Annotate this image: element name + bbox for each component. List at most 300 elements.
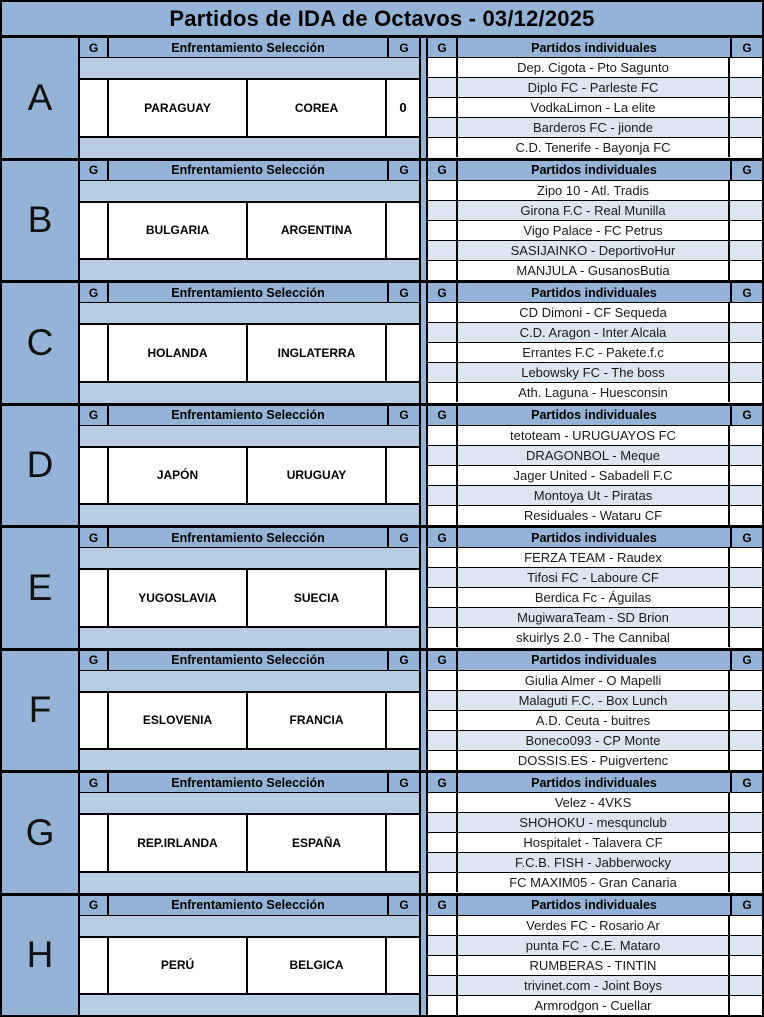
- match-score-right-cell[interactable]: [730, 833, 762, 852]
- group-letter: A: [2, 38, 80, 158]
- match-score-left-cell[interactable]: [428, 813, 458, 832]
- table-separator: [419, 528, 428, 648]
- goals-header-left: G: [80, 773, 109, 792]
- goals-header-right: G: [730, 38, 762, 57]
- match-label: F.C.B. FISH - Jabberwocky: [458, 853, 730, 872]
- selection-header-row: [80, 896, 419, 916]
- match-score-right-cell[interactable]: [730, 853, 762, 872]
- match-row: [428, 628, 762, 647]
- match-score-left-cell[interactable]: [428, 691, 458, 710]
- team-matchup-row: [80, 201, 419, 261]
- match-score-right-cell[interactable]: [730, 956, 762, 975]
- match-label: Vigo Palace - FC Petrus: [458, 221, 730, 240]
- match-score-left-cell[interactable]: [428, 118, 458, 137]
- selection-table: [80, 896, 419, 1016]
- group-letter: H: [2, 896, 80, 1016]
- match-row: [428, 138, 762, 157]
- individual-matches-header: Partidos individuales: [531, 40, 657, 55]
- match-score-right-cell[interactable]: [730, 976, 762, 995]
- spacer-row-bottom: [80, 750, 419, 770]
- group-block: [2, 283, 762, 406]
- home-score-cell[interactable]: [80, 203, 109, 259]
- match-row: [428, 323, 762, 343]
- spacer-row-top: [80, 303, 419, 323]
- goals-header-left: G: [80, 283, 109, 302]
- match-score-right-cell[interactable]: [730, 486, 762, 505]
- match-row: [428, 936, 762, 956]
- away-score-cell[interactable]: [387, 448, 419, 504]
- match-score-right-cell[interactable]: [730, 58, 762, 77]
- spacer-row-top: [80, 426, 419, 446]
- match-label: Hospitalet - Talavera CF: [458, 833, 730, 852]
- match-label: Errantes F.C - Pakete.f.c: [458, 343, 730, 362]
- goals-header-right: G: [387, 773, 419, 792]
- match-score-left-cell[interactable]: [428, 58, 458, 77]
- match-score-left-cell[interactable]: [428, 426, 458, 445]
- individual-header-row: [428, 528, 762, 548]
- individual-header-row: [428, 161, 762, 181]
- match-row: [428, 303, 762, 323]
- match-score-left-cell[interactable]: [428, 873, 458, 892]
- home-team: HOLANDA: [109, 325, 248, 381]
- match-score-left-cell[interactable]: [428, 833, 458, 852]
- spacer-row-top: [80, 58, 419, 78]
- match-score-left-cell[interactable]: [428, 261, 458, 280]
- spacer-row-top: [80, 181, 419, 201]
- match-score-left-cell[interactable]: [428, 446, 458, 465]
- spacer-row-bottom: [80, 260, 419, 280]
- match-score-left-cell[interactable]: [428, 221, 458, 240]
- away-score-cell[interactable]: [387, 693, 419, 749]
- home-team: BULGARIA: [109, 203, 248, 259]
- selection-table: [80, 161, 419, 281]
- match-label: Berdica Fc - Águilas: [458, 588, 730, 607]
- match-score-left-cell[interactable]: [428, 201, 458, 220]
- away-team: COREA: [248, 80, 387, 136]
- away-team: FRANCIA: [248, 693, 387, 749]
- match-score-right-cell[interactable]: [730, 731, 762, 750]
- spacer-row-bottom: [80, 628, 419, 648]
- groups: [2, 38, 762, 1015]
- match-score-left-cell[interactable]: [428, 343, 458, 362]
- home-team: JAPÓN: [109, 448, 248, 504]
- match-row: [428, 833, 762, 853]
- match-score-left-cell[interactable]: [428, 608, 458, 627]
- home-team: YUGOSLAVIA: [109, 570, 248, 626]
- team-matchup-row: [80, 936, 419, 996]
- group-block: [2, 161, 762, 284]
- spacer-row-top: [80, 916, 419, 936]
- match-label: Ath. Laguna - Huesconsin: [458, 383, 730, 402]
- match-score-right-cell[interactable]: [730, 936, 762, 955]
- selection-header-row: [80, 283, 419, 303]
- match-row: [428, 221, 762, 241]
- individual-matches-table: [428, 896, 762, 1016]
- goals-header-left: G: [80, 161, 109, 180]
- match-rows: [428, 58, 762, 158]
- match-label: Tifosi FC - Laboure CF: [458, 568, 730, 587]
- match-score-right-cell[interactable]: [730, 873, 762, 892]
- match-score-left-cell[interactable]: [428, 383, 458, 402]
- match-row: [428, 711, 762, 731]
- goals-header-right: G: [730, 528, 762, 547]
- match-row: [428, 201, 762, 221]
- away-team: INGLATERRA: [248, 325, 387, 381]
- match-score-right-cell[interactable]: [730, 261, 762, 280]
- selection-table: [80, 651, 419, 771]
- match-label: A.D. Ceuta - buitres: [458, 711, 730, 730]
- goals-header-left: G: [428, 651, 458, 670]
- selection-header: Enfrentamiento Selección: [171, 163, 325, 177]
- individual-header-row: [428, 406, 762, 426]
- match-label: C.D. Aragon - Inter Alcala: [458, 323, 730, 342]
- group-block: [2, 406, 762, 529]
- away-team: URUGUAY: [248, 448, 387, 504]
- match-score-left-cell[interactable]: [428, 323, 458, 342]
- match-score-right-cell[interactable]: [730, 466, 762, 485]
- team-matchup-row: [80, 323, 419, 383]
- goals-header-right: G: [730, 651, 762, 670]
- home-score-cell[interactable]: [80, 80, 109, 136]
- match-rows: [428, 671, 762, 771]
- individual-matches-header: Partidos individuales: [531, 285, 657, 300]
- match-label: Malaguti F.C. - Box Lunch: [458, 691, 730, 710]
- match-score-left-cell[interactable]: [428, 486, 458, 505]
- match-label: Verdes FC - Rosario Ar: [458, 916, 730, 935]
- match-score-right-cell[interactable]: [730, 323, 762, 342]
- individual-header-row: [428, 773, 762, 793]
- match-label: Lebowsky FC - The boss: [458, 363, 730, 382]
- team-matchup-row: [80, 446, 419, 506]
- selection-table: [80, 528, 419, 648]
- away-score-cell[interactable]: [387, 938, 419, 994]
- team-matchup-row: [80, 568, 419, 628]
- match-row: [428, 426, 762, 446]
- goals-header-right: G: [387, 283, 419, 302]
- group-block: [2, 773, 762, 896]
- spacer-row-bottom: [80, 383, 419, 403]
- match-score-right-cell[interactable]: [730, 691, 762, 710]
- team-matchup-row: [80, 78, 419, 138]
- match-score-right-cell[interactable]: [730, 628, 762, 647]
- selection-header: Enfrentamiento Selección: [171, 408, 325, 422]
- individual-header-row: [428, 283, 762, 303]
- selection-header-row: [80, 528, 419, 548]
- match-score-right-cell[interactable]: [730, 426, 762, 445]
- match-score-left-cell[interactable]: [428, 956, 458, 975]
- match-score-left-cell[interactable]: [428, 996, 458, 1015]
- individual-header-row: [428, 896, 762, 916]
- table-separator: [419, 283, 428, 403]
- match-score-right-cell[interactable]: [730, 506, 762, 525]
- individual-matches-header: Partidos individuales: [531, 775, 657, 790]
- match-row: [428, 446, 762, 466]
- match-rows: [428, 426, 762, 526]
- match-label: Residuales - Wataru CF: [458, 506, 730, 525]
- away-score-cell[interactable]: 0: [399, 100, 407, 116]
- match-label: MugiwaraTeam - SD Brion: [458, 608, 730, 627]
- match-score-left-cell[interactable]: [428, 671, 458, 690]
- individual-header-row: [428, 38, 762, 58]
- match-label: SHOHOKU - mesqunclub: [458, 813, 730, 832]
- match-score-right-cell[interactable]: [730, 363, 762, 382]
- match-label: skuirlys 2.0 - The Cannibal: [458, 628, 730, 647]
- match-score-right-cell[interactable]: [730, 588, 762, 607]
- selection-header: Enfrentamiento Selección: [171, 285, 325, 300]
- goals-header-left: G: [428, 38, 458, 57]
- match-score-left-cell[interactable]: [428, 793, 458, 812]
- match-score-left-cell[interactable]: [428, 628, 458, 647]
- match-label: SASIJAINKO - DeportivoHur: [458, 241, 730, 260]
- spacer-row-bottom: [80, 505, 419, 525]
- individual-matches-header: Partidos individuales: [531, 653, 657, 667]
- match-row: [428, 873, 762, 892]
- goals-header-left: G: [428, 406, 458, 425]
- match-row: [428, 466, 762, 486]
- table-separator: [419, 896, 428, 1016]
- match-score-left-cell[interactable]: [428, 853, 458, 872]
- spacer-row-bottom: [80, 995, 419, 1015]
- away-score-cell[interactable]: [387, 815, 419, 871]
- away-team: BELGICA: [248, 938, 387, 994]
- match-row: [428, 853, 762, 873]
- match-score-left-cell[interactable]: [428, 78, 458, 97]
- match-score-right-cell[interactable]: [730, 241, 762, 260]
- match-score-right-cell[interactable]: [730, 671, 762, 690]
- match-label: VodkaLimon - La elite: [458, 98, 730, 117]
- home-team: PERÚ: [109, 938, 248, 994]
- selection-header: Enfrentamiento Selección: [171, 653, 325, 667]
- table-separator: [419, 406, 428, 526]
- home-team: REP.IRLANDA: [109, 815, 248, 871]
- match-row: [428, 506, 762, 525]
- match-score-left-cell[interactable]: [428, 916, 458, 935]
- match-score-right-cell[interactable]: [730, 98, 762, 117]
- match-row: [428, 608, 762, 628]
- match-label: DRAGONBOL - Meque: [458, 446, 730, 465]
- selection-table: [80, 406, 419, 526]
- match-row: [428, 793, 762, 813]
- match-score-left-cell[interactable]: [428, 936, 458, 955]
- match-rows: [428, 303, 762, 403]
- spacer-row-top: [80, 548, 419, 568]
- selection-table: [80, 773, 419, 893]
- selection-header-row: [80, 406, 419, 426]
- match-label: Zipo 10 - Atl. Tradis: [458, 181, 730, 200]
- goals-header-left: G: [80, 406, 109, 425]
- match-row: [428, 261, 762, 280]
- match-score-right-cell[interactable]: [730, 343, 762, 362]
- individual-matches-header: Partidos individuales: [531, 898, 657, 912]
- match-score-left-cell[interactable]: [428, 588, 458, 607]
- match-row: [428, 956, 762, 976]
- match-score-right-cell[interactable]: [730, 711, 762, 730]
- match-score-left-cell[interactable]: [428, 466, 458, 485]
- goals-header-left: G: [428, 773, 458, 792]
- individual-header-row: [428, 651, 762, 671]
- group-block: [2, 38, 762, 161]
- match-score-left-cell[interactable]: [428, 751, 458, 770]
- goals-header-left: G: [428, 896, 458, 915]
- match-score-left-cell[interactable]: [428, 506, 458, 525]
- goals-header-left: G: [80, 651, 109, 670]
- away-team: ARGENTINA: [248, 203, 387, 259]
- match-rows: [428, 793, 762, 893]
- match-label: Velez - 4VKS: [458, 793, 730, 812]
- match-label: DOSSIS.ES - Puigvertenc: [458, 751, 730, 770]
- match-label: MANJULA - GusanosButia: [458, 261, 730, 280]
- match-score-right-cell[interactable]: [730, 383, 762, 402]
- match-label: CD Dimoni - CF Sequeda: [458, 303, 730, 322]
- group-letter: C: [2, 283, 80, 403]
- match-row: [428, 343, 762, 363]
- match-score-right-cell[interactable]: [730, 916, 762, 935]
- selection-header-row: [80, 38, 419, 58]
- group-letter: E: [2, 528, 80, 648]
- match-score-right-cell[interactable]: [730, 813, 762, 832]
- match-label: Barderos FC - jionde: [458, 118, 730, 137]
- goals-header-right: G: [387, 406, 419, 425]
- match-score-right-cell[interactable]: [730, 303, 762, 322]
- individual-matches-table: [428, 528, 762, 648]
- match-score-right-cell[interactable]: [730, 221, 762, 240]
- match-row: [428, 976, 762, 996]
- match-row: [428, 486, 762, 506]
- match-score-left-cell[interactable]: [428, 568, 458, 587]
- match-score-right-cell[interactable]: [730, 793, 762, 812]
- match-score-left-cell[interactable]: [428, 181, 458, 200]
- goals-header-right: G: [387, 38, 419, 57]
- match-score-left-cell[interactable]: [428, 98, 458, 117]
- match-score-left-cell[interactable]: [428, 241, 458, 260]
- home-team: PARAGUAY: [109, 80, 248, 136]
- goals-header-left: G: [80, 38, 109, 57]
- selection-table: [80, 38, 419, 158]
- table-separator: [419, 161, 428, 281]
- goals-header-right: G: [730, 896, 762, 915]
- match-label: Dep. Cigota - Pto Sagunto: [458, 58, 730, 77]
- match-score-left-cell[interactable]: [428, 303, 458, 322]
- selection-header-row: [80, 773, 419, 793]
- team-matchup-row: [80, 813, 419, 873]
- match-row: [428, 363, 762, 383]
- match-rows: [428, 181, 762, 281]
- away-score-cell[interactable]: [387, 325, 419, 381]
- home-score-cell[interactable]: [80, 325, 109, 381]
- match-score-left-cell[interactable]: [428, 731, 458, 750]
- individual-matches-header: Partidos individuales: [531, 530, 657, 545]
- home-score-cell[interactable]: [80, 570, 109, 626]
- match-label: RUMBERAS - TINTIN: [458, 956, 730, 975]
- match-row: [428, 548, 762, 568]
- selection-header-row: [80, 161, 419, 181]
- match-row: [428, 118, 762, 138]
- match-score-right-cell[interactable]: [730, 568, 762, 587]
- match-row: [428, 588, 762, 608]
- group-block: [2, 651, 762, 774]
- match-rows: [428, 548, 762, 648]
- goals-header-right: G: [730, 773, 762, 792]
- match-row: [428, 98, 762, 118]
- match-score-right-cell[interactable]: [730, 548, 762, 567]
- match-row: [428, 813, 762, 833]
- group-block: [2, 528, 762, 651]
- group-letter: G: [2, 773, 80, 893]
- home-score-cell[interactable]: [80, 693, 109, 749]
- match-score-right-cell[interactable]: [730, 78, 762, 97]
- goals-header-left: G: [428, 528, 458, 547]
- match-row: [428, 751, 762, 770]
- match-row: [428, 731, 762, 751]
- match-row: [428, 568, 762, 588]
- individual-matches-header: Partidos individuales: [531, 408, 657, 422]
- goals-header-left: G: [80, 896, 109, 915]
- match-score-right-cell[interactable]: [730, 608, 762, 627]
- selection-table: [80, 283, 419, 403]
- match-label: punta FC - C.E. Mataro: [458, 936, 730, 955]
- match-label: C.D. Tenerife - Bayonja FC: [458, 138, 730, 157]
- match-score-right-cell[interactable]: [730, 201, 762, 220]
- match-score-left-cell[interactable]: [428, 976, 458, 995]
- page-title: Partidos de IDA de Octavos - 03/12/2025: [2, 2, 762, 38]
- match-row: [428, 996, 762, 1015]
- individual-matches-table: [428, 283, 762, 403]
- match-label: Jager United - Sabadell F.C: [458, 466, 730, 485]
- match-score-right-cell[interactable]: [730, 118, 762, 137]
- home-score-cell[interactable]: [80, 448, 109, 504]
- match-row: [428, 241, 762, 261]
- match-score-right-cell[interactable]: [730, 751, 762, 770]
- group-letter: F: [2, 651, 80, 771]
- goals-header-right: G: [387, 528, 419, 547]
- match-score-left-cell[interactable]: [428, 363, 458, 382]
- goals-header-right: G: [730, 406, 762, 425]
- away-score-cell[interactable]: [387, 570, 419, 626]
- match-label: Giulia Almer - O Mapelli: [458, 671, 730, 690]
- selection-header: Enfrentamiento Selección: [171, 530, 325, 545]
- match-score-right-cell[interactable]: [730, 181, 762, 200]
- match-score-left-cell[interactable]: [428, 138, 458, 157]
- match-score-right-cell[interactable]: [730, 138, 762, 157]
- away-score-cell[interactable]: [387, 203, 419, 259]
- match-row: [428, 916, 762, 936]
- match-score-left-cell[interactable]: [428, 548, 458, 567]
- goals-header-left: G: [428, 283, 458, 302]
- individual-matches-table: [428, 38, 762, 158]
- home-score-cell[interactable]: [80, 815, 109, 871]
- group-letter: B: [2, 161, 80, 281]
- home-score-cell[interactable]: [80, 938, 109, 994]
- spacer-row-bottom: [80, 873, 419, 893]
- goals-header-right: G: [387, 651, 419, 670]
- table-separator: [419, 773, 428, 893]
- match-score-right-cell[interactable]: [730, 446, 762, 465]
- selection-header: Enfrentamiento Selección: [171, 898, 325, 912]
- match-label: FERZA TEAM - Raudex: [458, 548, 730, 567]
- goals-header-right: G: [387, 896, 419, 915]
- match-label: Boneco093 - CP Monte: [458, 731, 730, 750]
- match-row: [428, 691, 762, 711]
- match-label: Armrodgon - Cuellar: [458, 996, 730, 1015]
- match-score-right-cell[interactable]: [730, 996, 762, 1015]
- individual-matches-header: Partidos individuales: [531, 163, 657, 177]
- match-score-left-cell[interactable]: [428, 711, 458, 730]
- match-row: [428, 78, 762, 98]
- group-block: [2, 896, 762, 1016]
- match-row: [428, 58, 762, 78]
- selection-header: Enfrentamiento Selección: [171, 40, 325, 55]
- table-separator: [419, 38, 428, 158]
